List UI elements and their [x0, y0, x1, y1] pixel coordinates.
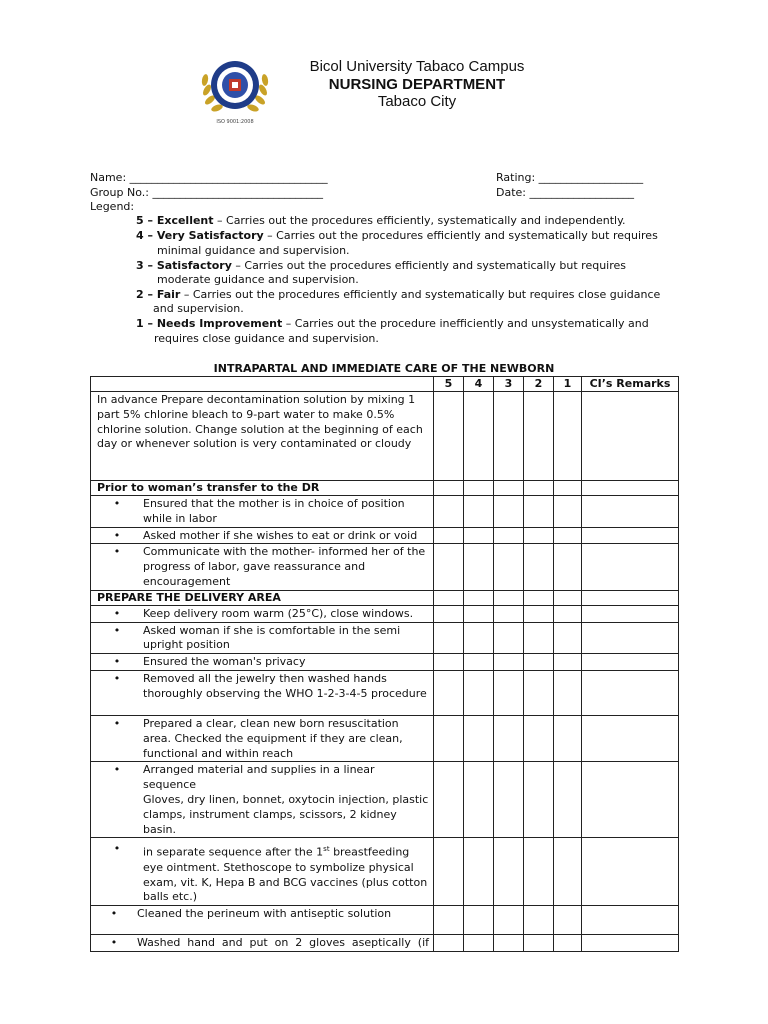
city-name: Tabaco City — [377, 93, 457, 110]
table-row — [91, 838, 679, 906]
legend-item-4-cont: minimal guidance and supervision. — [157, 244, 350, 257]
legend-title: Legend: — [90, 200, 135, 213]
col-header-2: 2 — [524, 377, 554, 392]
evaluation-table — [90, 376, 679, 952]
legend-item-5: 5 – Excellent – Carries out the procedures efficiently, systematically and independently. — [136, 214, 626, 227]
bullet-icon: • — [110, 936, 118, 950]
section-prepare-delivery-area: PREPARE THE DELIVERY AREA — [91, 590, 434, 605]
col-header-4: 4 — [464, 377, 494, 392]
table-row — [91, 605, 679, 622]
bullet-icon: • — [113, 545, 121, 559]
table-row — [91, 670, 679, 715]
step-text: Ensured the woman's privacy — [143, 655, 306, 669]
table-row — [91, 715, 679, 761]
bullet-icon: • — [113, 606, 121, 620]
legend-item-2-cont: and supervision. — [153, 302, 244, 315]
legend-item-3-cont: moderate guidance and supervision. — [157, 273, 359, 286]
section-prior-transfer: Prior to woman’s transfer to the DR — [91, 481, 434, 496]
step-text: Removed all the jewelry then washed hands thoroughly observing the WHO 1-2-3-4-5 procedure — [143, 671, 427, 700]
table-row — [91, 496, 679, 528]
step-text: Communicate with the mother- informed her of the progress of labor, gave reassurance and encouragement — [143, 545, 426, 588]
name-field: Name: ____________________________________ — [90, 171, 328, 184]
score-1-cell[interactable] — [554, 392, 582, 481]
bullet-icon: • — [113, 763, 121, 777]
table-row — [91, 906, 679, 935]
step-text: Prepared a clear, clean new born resuscitation area. Checked the equipment if they are clean, functional and within reach — [143, 716, 403, 760]
rating-field: Rating: ___________________ — [496, 171, 644, 184]
score-4-cell[interactable] — [464, 392, 494, 481]
campus-name: Bicol University Tabaco Campus — [309, 58, 525, 75]
legend-item-4: 4 – Very Satisfactory – Carries out the procedures efficiently and systematically but requires — [136, 229, 658, 242]
step-text: Asked mother if she wishes to eat or drink or void — [143, 528, 418, 542]
bullet-icon: • — [113, 671, 121, 685]
bullet-icon: • — [110, 907, 118, 921]
step-text: in separate sequence after the 1st breastfeeding eye ointment. Stethoscope to symbolize physical exam, vit. K, Hepa B and BCG vaccines (plus cotton balls etc.) — [143, 845, 428, 904]
legend-item-3: 3 – Satisfactory – Carries out the procedures efficiently and systematically but requires — [136, 259, 627, 272]
step-text: Asked woman if she is comfortable in the semi upright position — [143, 623, 401, 652]
table-row — [91, 527, 679, 544]
table-row — [91, 544, 679, 590]
table-header-row — [91, 377, 679, 392]
step-text: Washed hand and put on 2 gloves aseptically (if — [137, 936, 429, 950]
bullet-icon: • — [113, 497, 121, 510]
date-field: Date: ___________________ — [496, 186, 634, 199]
bullet-icon: • — [113, 623, 121, 637]
bullet-icon: • — [113, 655, 121, 669]
col-header-remarks: CI’s Remarks — [582, 377, 679, 392]
table-row — [91, 654, 679, 671]
bullet-icon: • — [113, 842, 121, 856]
col-header-1: 1 — [554, 377, 582, 392]
score-5-cell[interactable] — [434, 392, 464, 481]
step-text: Arranged material and supplies in a linear sequence — [143, 763, 375, 792]
col-header-3: 3 — [494, 377, 524, 392]
bullet-icon: • — [113, 716, 121, 730]
bullet-icon: • — [113, 528, 121, 542]
table-row — [91, 622, 679, 654]
legend-item-2: 2 – Fair – Carries out the procedures efficiently and systematically but requires close guidance — [136, 288, 661, 301]
score-2-cell[interactable] — [524, 392, 554, 481]
supplies-list-text: Gloves, dry linen, bonnet, oxytocin injection, plastic clamps, instrument clamps, scissors, 2 kidney basin. — [143, 792, 429, 836]
legend-item-1: 1 – Needs Improvement – Carries out the procedure inefficiently and unsystematically and — [136, 317, 649, 330]
logo-iso-text: ISO 9001:2008 — [216, 119, 254, 125]
table-row — [91, 762, 679, 838]
step-text: Ensured that the mother is in choice of position while in labor — [143, 497, 405, 525]
department-name: NURSING DEPARTMENT — [328, 76, 506, 93]
score-3-cell[interactable] — [494, 392, 524, 481]
intro-step: In advance Prepare decontamination solution by mixing 1 part 5% chlorine bleach to 9-part water to make 0.5% chlorine solution. Change solution at the beginning of each day or whenever solution is very contaminated or cloudy — [91, 392, 434, 481]
step-text: Keep delivery room warm (25°C), close windows. — [143, 606, 414, 620]
table-row — [91, 392, 679, 481]
legend-item-1-cont: requires close guidance and supervision. — [154, 332, 379, 345]
table-title: INTRAPARTAL AND IMMEDIATE CARE OF THE NEWBORN — [213, 362, 555, 375]
table-row — [91, 935, 679, 952]
remarks-cell[interactable] — [582, 392, 679, 481]
table-row — [91, 590, 679, 605]
table-row — [91, 481, 679, 496]
group-field: Group No.: _______________________________ — [90, 186, 323, 199]
university-seal-logo — [193, 54, 277, 126]
col-header-5: 5 — [434, 377, 464, 392]
step-text: Cleaned the perineum with antiseptic solution — [137, 907, 392, 921]
